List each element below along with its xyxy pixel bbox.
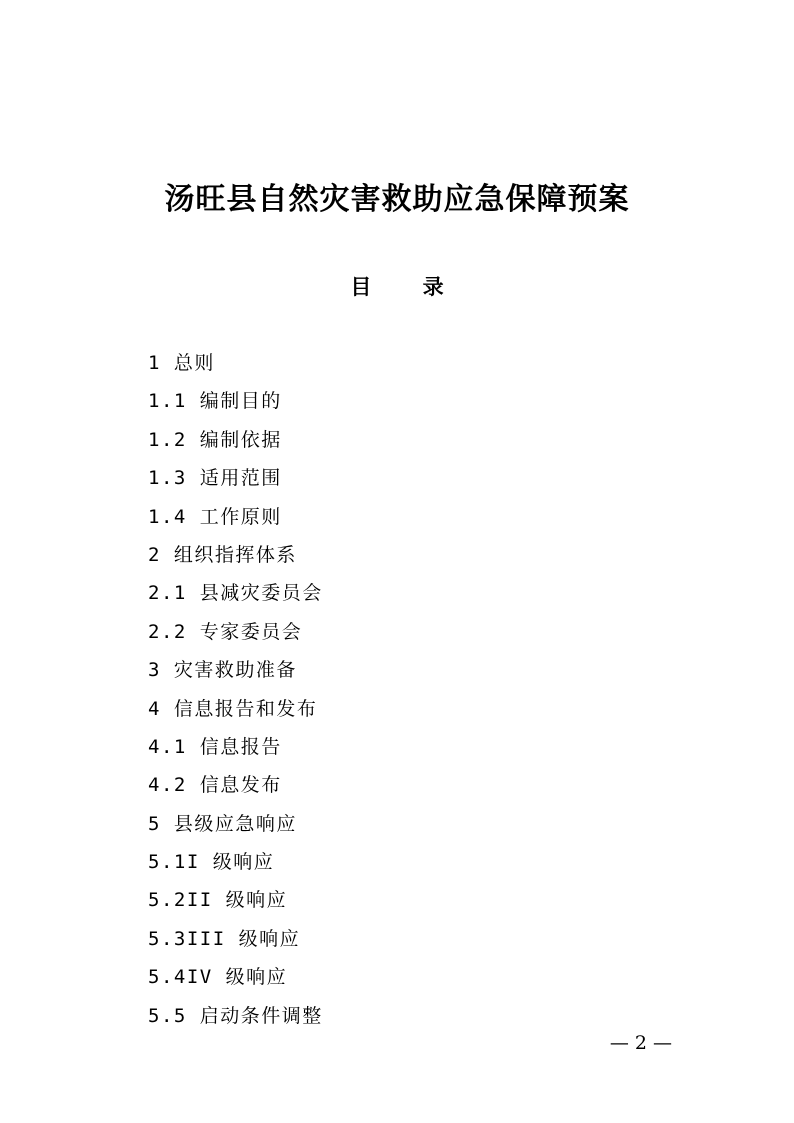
page-number: — 2 — bbox=[609, 1032, 672, 1054]
toc-item: 1.1 编制目的 bbox=[148, 390, 282, 413]
toc-item: 5.1I 级响应 bbox=[148, 851, 275, 874]
toc-item: 4.1 信息报告 bbox=[148, 735, 282, 758]
toc-item: 3 灾害救助准备 bbox=[148, 659, 297, 682]
toc-item: 1 总则 bbox=[148, 352, 215, 374]
document-title: 汤旺县自然灾害救助应急保障预案 bbox=[164, 182, 630, 217]
toc-heading: 目 录 bbox=[350, 275, 466, 299]
toc-item: 1.2 编制依据 bbox=[148, 428, 282, 451]
toc-item: 5.4IV 级响应 bbox=[148, 966, 288, 989]
toc-item: 4 信息报告和发布 bbox=[148, 697, 318, 720]
toc-item: 2 组织指挥体系 bbox=[148, 543, 297, 566]
toc-item: 5.3III 级响应 bbox=[148, 927, 301, 950]
toc-item: 2.1 县减灾委员会 bbox=[148, 582, 323, 605]
toc-item: 1.4 工作原则 bbox=[148, 505, 282, 528]
toc-item: 1.3 适用范围 bbox=[148, 467, 282, 490]
toc-item: 5.5 启动条件调整 bbox=[148, 1004, 323, 1027]
table-of-contents bbox=[148, 344, 323, 1035]
toc-item: 2.2 专家委员会 bbox=[148, 620, 303, 643]
toc-item: 4.2 信息发布 bbox=[148, 774, 282, 797]
toc-item: 5.2II 级响应 bbox=[148, 889, 288, 912]
toc-item: 5 县级应急响应 bbox=[148, 812, 297, 835]
